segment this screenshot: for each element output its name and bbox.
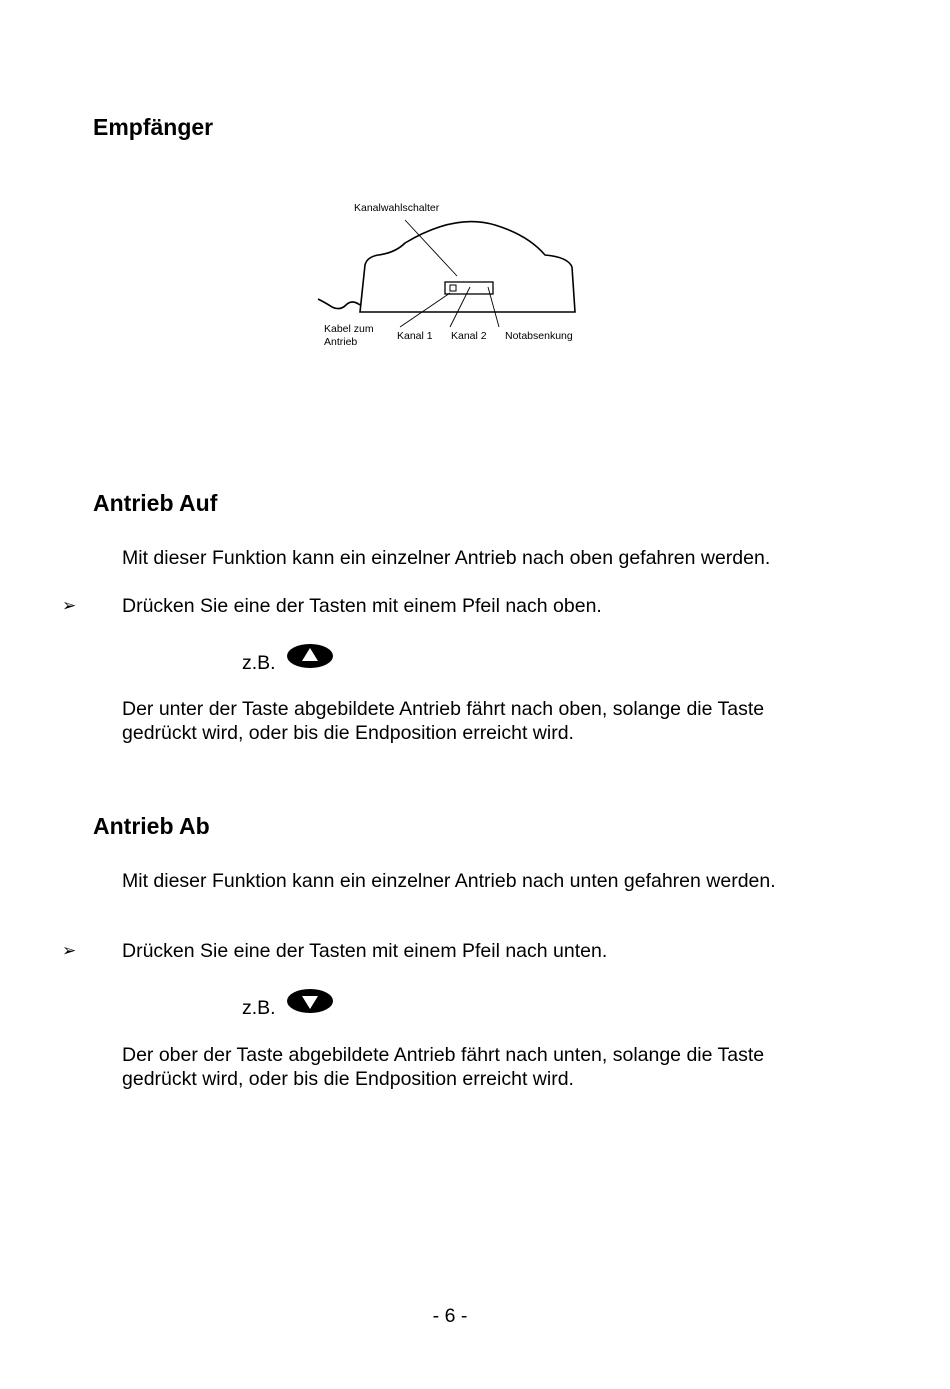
drive-down-result-line2: gedrückt wird, oder bis die Endposition erreicht wird. (122, 1068, 574, 1090)
drive-down-instruction: Drücken Sie eine der Tasten mit einem Pfeil nach unten. (122, 940, 608, 962)
heading-receiver: Empfänger (93, 114, 214, 140)
bullet-arrow-icon: ➢ (62, 596, 77, 616)
receiver-housing (360, 222, 575, 312)
leader-channel-switch (405, 220, 457, 276)
channel-switch-slider (450, 285, 456, 291)
drive-down-intro: Mit dieser Funktion kann ein einzelner Antrieb nach unten gefahren werden. (122, 870, 776, 892)
label-cable-line1: Kabel zum (324, 323, 374, 335)
drive-up-intro: Mit dieser Funktion kann ein einzelner Antrieb nach oben gefahren werden. (122, 547, 771, 569)
drive-up-instruction: Drücken Sie eine der Tasten mit einem Pfeil nach oben. (122, 595, 602, 617)
label-emergency-lowering: Notabsenkung (505, 330, 573, 342)
drive-up-result-line1: Der unter der Taste abgebildete Antrieb fährt nach oben, solange die Taste (122, 698, 765, 720)
leader-channel1 (400, 293, 450, 327)
arrow-down-key-icon (286, 988, 334, 1019)
drive-up-result-line2: gedrückt wird, oder bis die Endposition erreicht wird. (122, 722, 574, 744)
heading-drive-down: Antrieb Ab (93, 813, 210, 839)
label-channel2: Kanal 2 (451, 330, 487, 342)
drive-down-example-label: z.B. (242, 997, 276, 1019)
heading-drive-up: Antrieb Auf (93, 490, 218, 516)
page-number: - 6 - (432, 1305, 468, 1327)
bullet-arrow-icon: ➢ (62, 941, 77, 961)
drive-up-example-label: z.B. (242, 652, 276, 674)
label-channel1: Kanal 1 (397, 330, 433, 342)
label-cable-line2: Antrieb (324, 336, 358, 348)
drive-down-result-line1: Der ober der Taste abgebildete Antrieb fährt nach unten, solange die Taste (122, 1044, 765, 1066)
arrow-up-key-icon (286, 643, 334, 674)
cable-to-drive (318, 299, 360, 309)
label-channel-switch: Kanalwahlschalter (354, 202, 440, 214)
